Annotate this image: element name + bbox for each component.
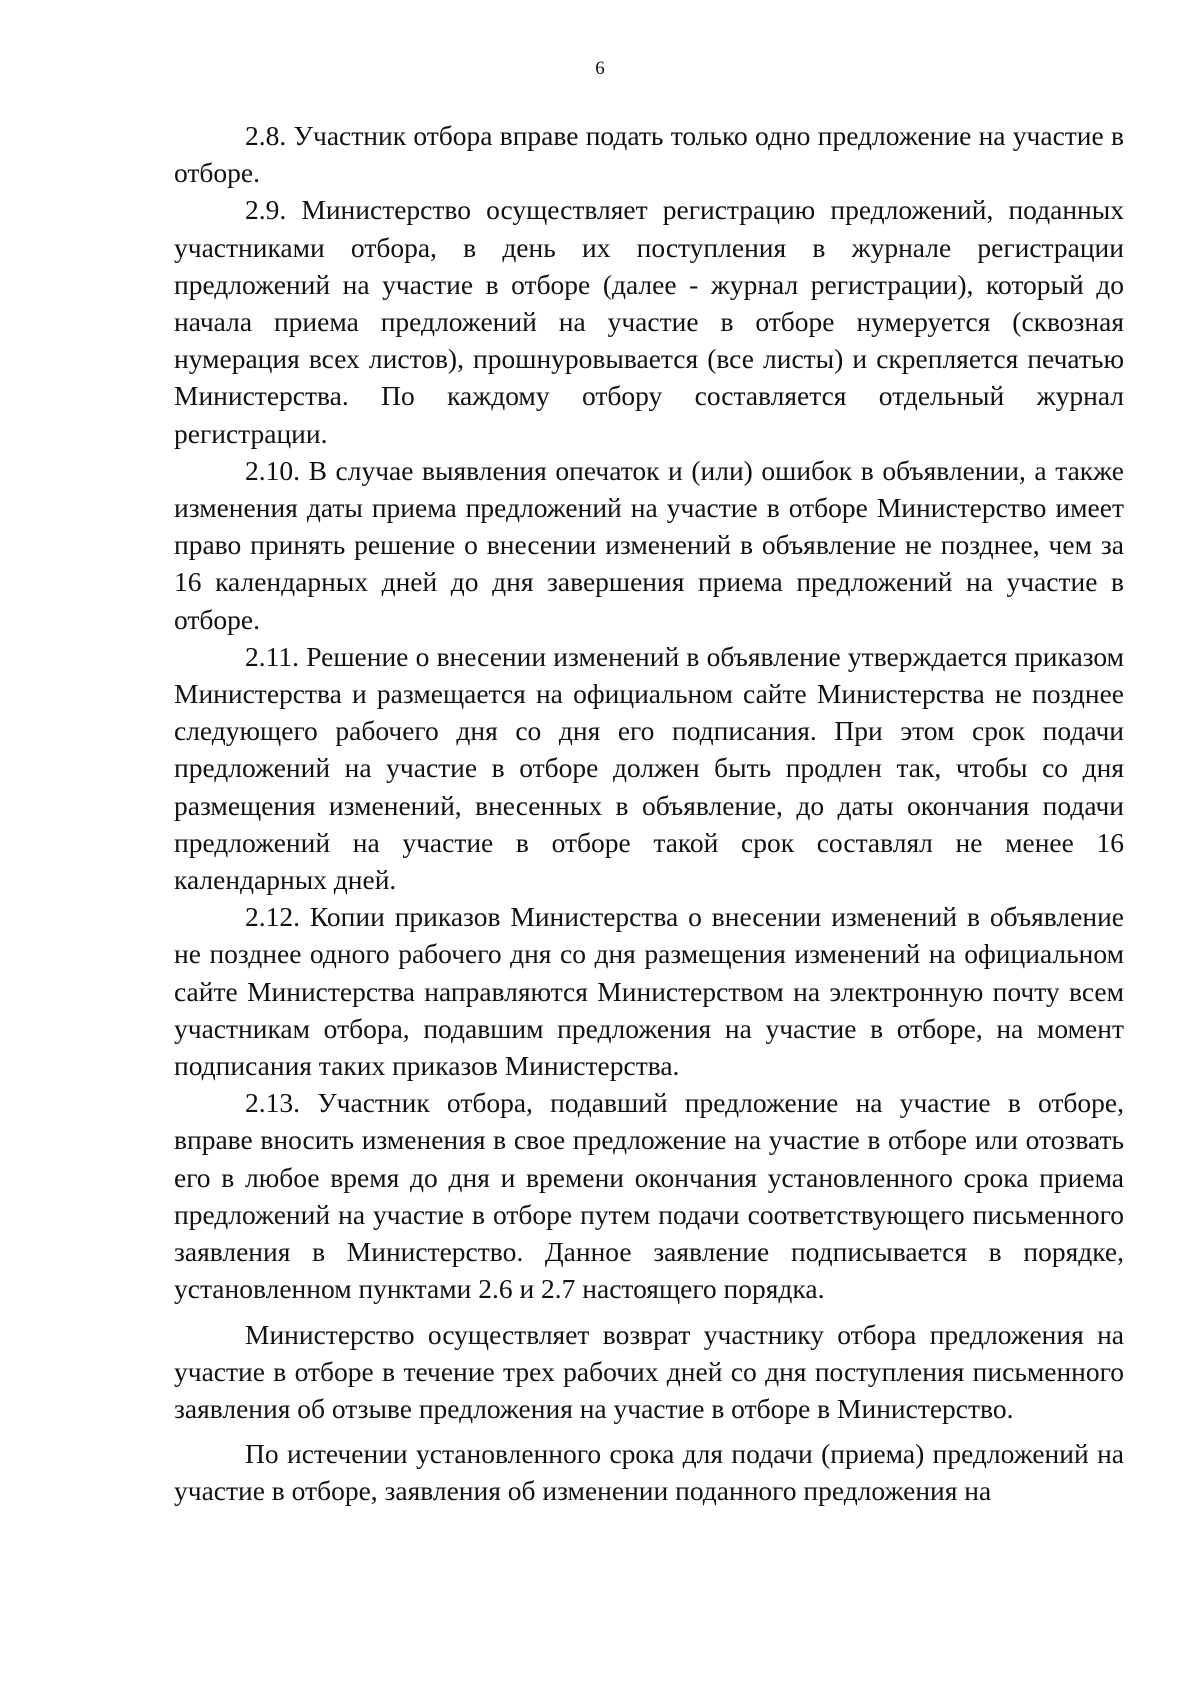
page-number: 6 xyxy=(595,58,605,79)
paragraph-after-deadline: По истечении установленного срока для подачи (приема) предложений на участие в отборе, заявления об изменении поданного предложения на xyxy=(174,1438,1124,1507)
paragraph-return-proposal: Министерство осуществляет возврат участнику отбора предложения на участие в отборе в течение трех рабочих дней со дня поступления письменного заявления об отзыве предложения на участие в отборе в Министерство. xyxy=(174,1318,1124,1424)
paragraph-2-13: 2.13. Участник отбора, подавший предложение на участие в отборе, вправе вносить изменения в свое предложение на участие в отборе или отозвать его в любое время до дня и времени окончания установленного срока приема предложений на участие в отборе путем подачи соответствующего письменного заявления в Министерство. Данное заявление подписывается в порядке, установленном пунктами 2.6 и 2.7 настоящего порядка. xyxy=(174,1087,1124,1305)
document-body xyxy=(174,117,1124,1510)
paragraph-2-12: 2.12. Копии приказов Министерства о внесении изменений в объявление не позднее одного рабочего дня со дня размещения изменений на официальном сайте Министерства направляются Министерством на электронную почту всем участникам отбора, подавшим предложения на участие в отборе, на момент подписания таких приказов Министерства. xyxy=(174,901,1124,1082)
paragraph-2-10: 2.10. В случае выявления опечаток и (или) ошибок в объявлении, а также изменения даты приема предложений на участие в отборе Министерство имеет право принять решение о внесении изменений в объявление не позднее, чем за 16 календарных дней до дня завершения приема предложений на участие в отборе. xyxy=(174,454,1124,635)
paragraph-2-9: 2.9. Министерство осуществляет регистрацию предложений, поданных участниками отбора, в день их поступления в журнале регистрации предложений на участие в отборе (далее - журнал регистрации), который до начала приема предложений на участие в отборе нумеруется (сквозная нумерация всех листов), прошнуровывается (все листы) и скрепляется печатью Министерства. По каждому отбору составляется отдельный журнал регистрации. xyxy=(174,194,1124,449)
paragraph-2-11: 2.11. Решение о внесении изменений в объявление утверждается приказом Министерства и размещается на официальном сайте Министерства не позднее следующего рабочего дня со дня его подписания. При этом срок подачи предложений на участие в отборе должен быть продлен так, чтобы со дня размещения изменений, внесенных в объявление, до даты окончания подачи предложений на участие в отборе такой срок составлял не менее 16 календарных дней. xyxy=(174,640,1124,896)
paragraph-2-8: 2.8. Участник отбора вправе подать только одно предложение на участие в отборе. xyxy=(174,120,1124,189)
